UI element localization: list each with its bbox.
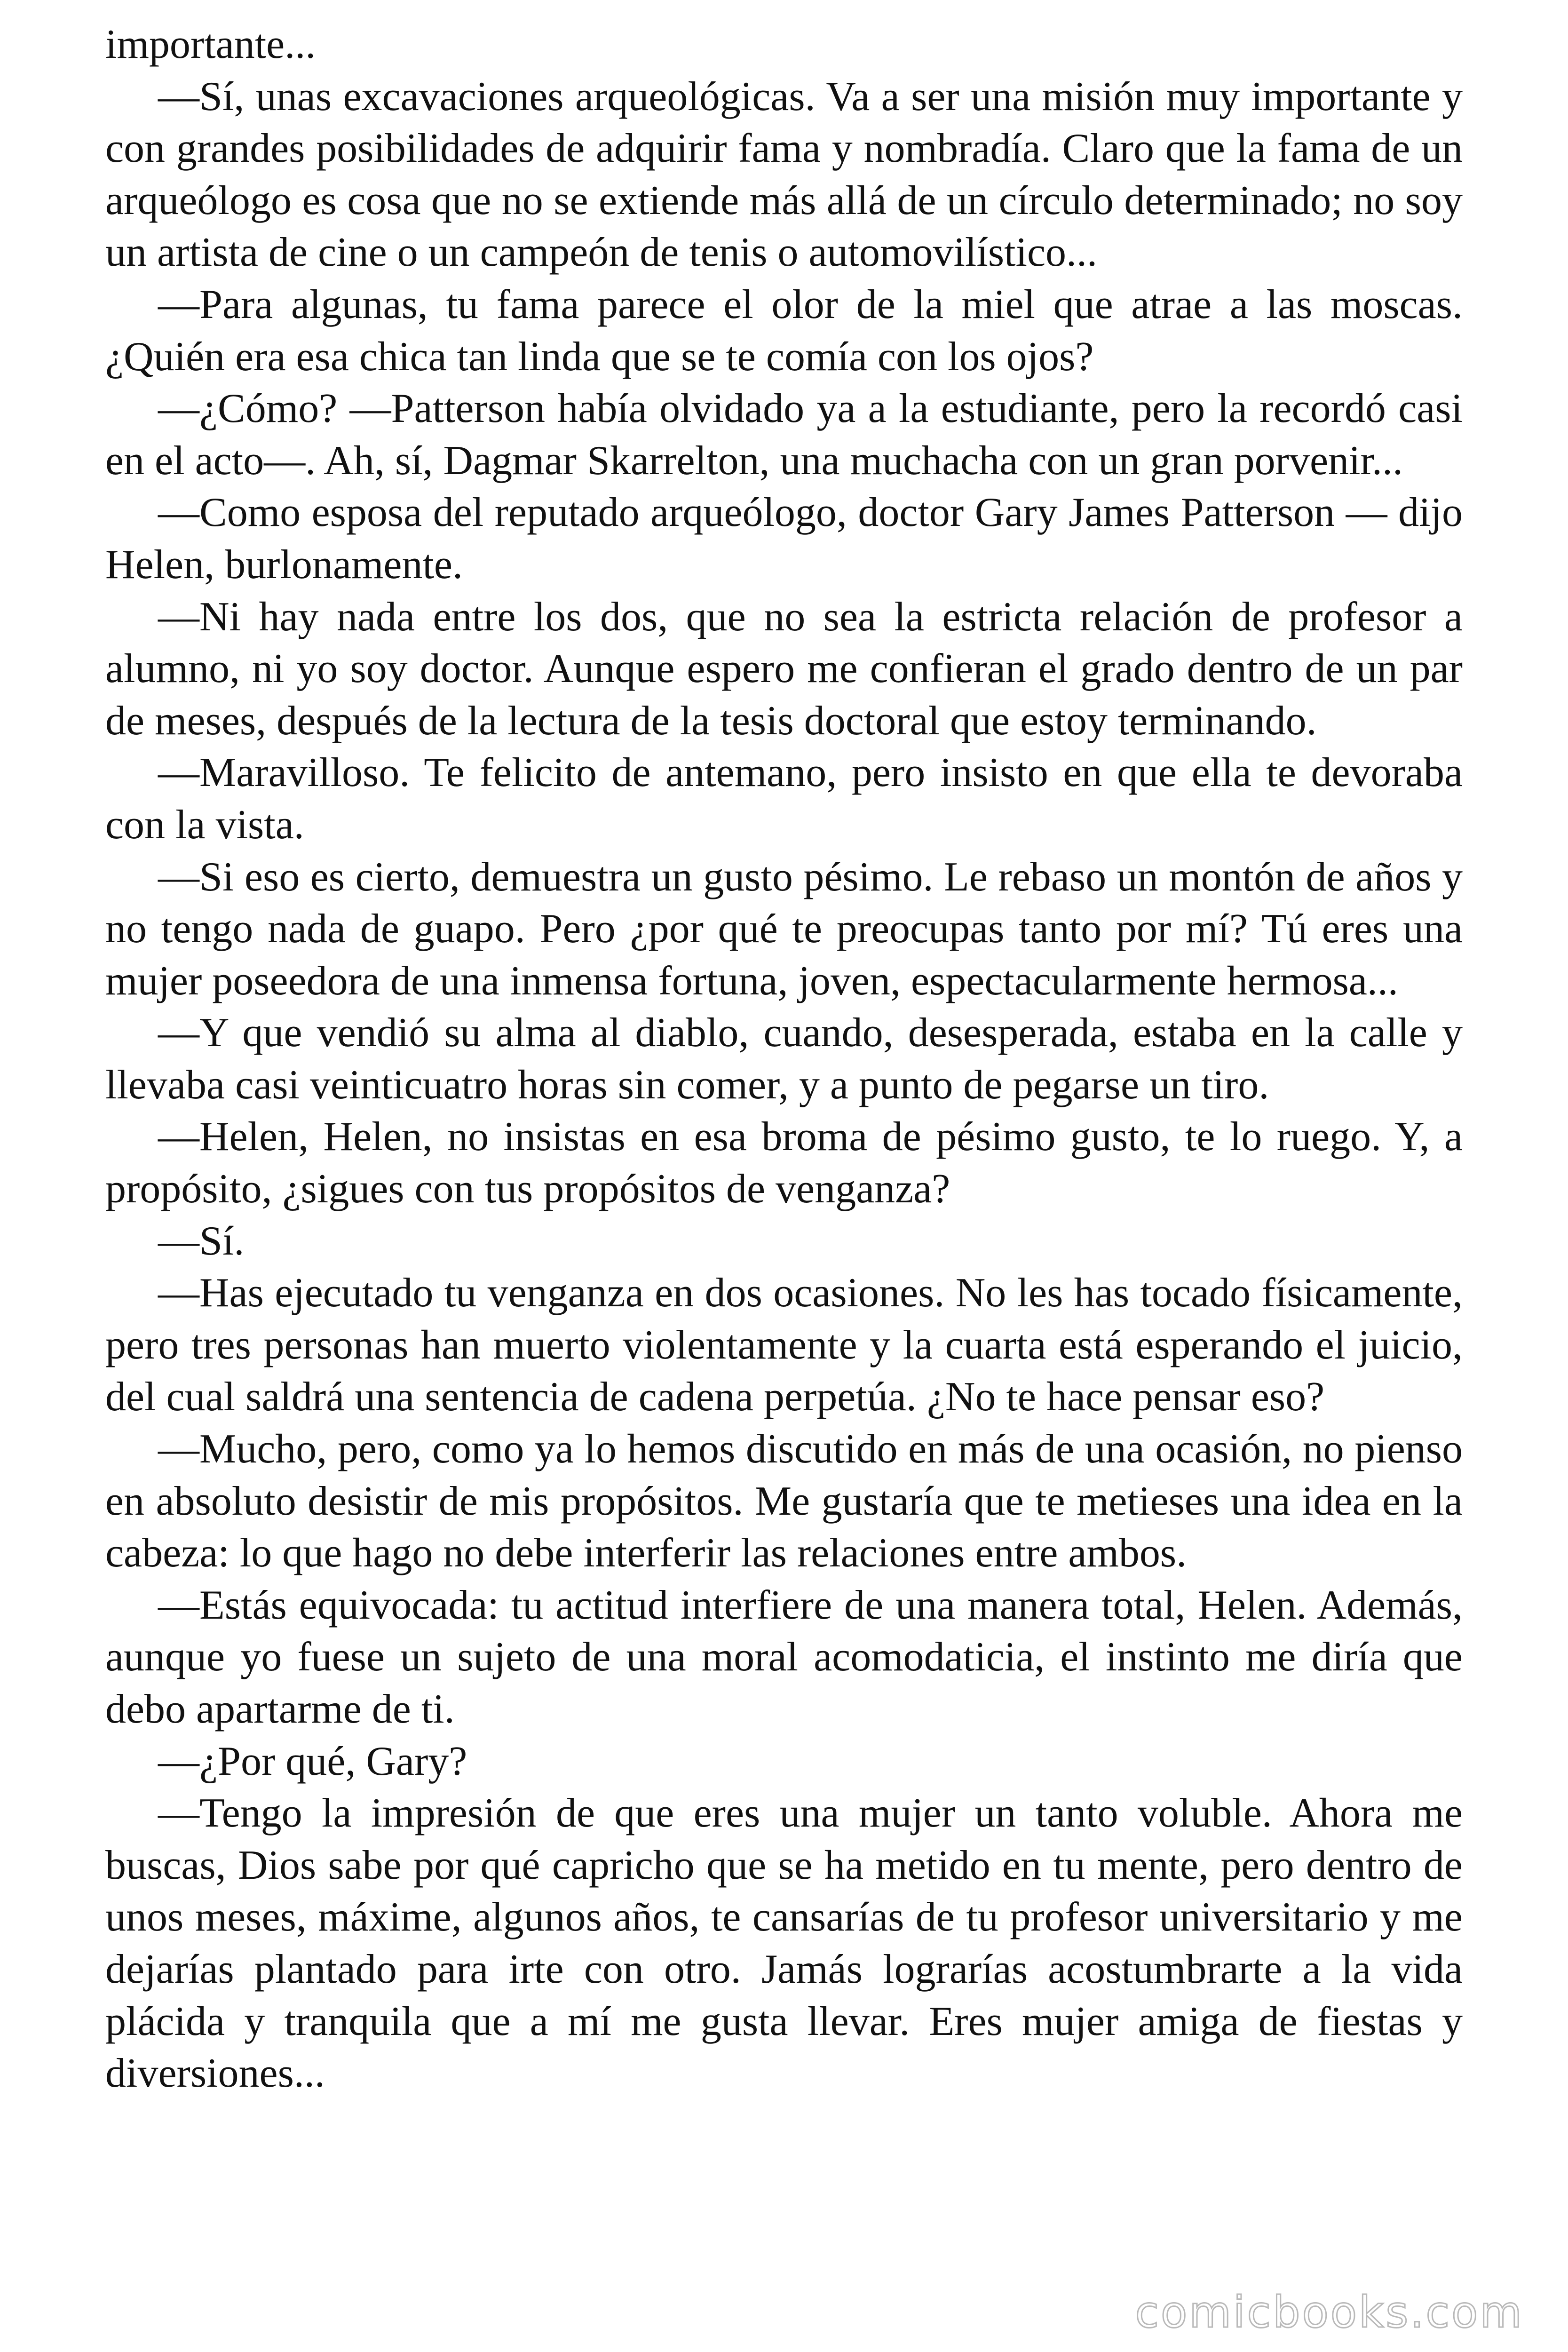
paragraph: —Si eso es cierto, demuestra un gusto pésimo. Le rebaso un montón de años y no tengo nada de guapo. Pero ¿por qué te preocupas tanto por mí? Tú eres una mujer poseedora de una inmensa fortuna, joven, espectacularmente hermosa... [105,854,1463,1004]
paragraph: —Como esposa del reputado arqueólogo, doctor Gary James Patterson — dijo Helen, burlonamente. [105,490,1463,588]
paragraph: —Sí. [158,1218,245,1264]
paragraph: —Ni hay nada entre los dos, que no sea la estricta relación de profesor a alumno, ni yo soy doctor. Aunque espero me confieran el grado dentro de un par de meses, después de la lectura de la tesis doctoral que estoy terminando. [105,594,1463,744]
paragraph: —Estás equivocada: tu actitud interfiere de una manera total, Helen. Además, aunque yo fuese un sujeto de una moral acomodaticia, el instinto me diría que debo apartarme de ti. [105,1582,1463,1732]
paragraph: —¿Por qué, Gary? [158,1738,467,1784]
paragraph: —Mucho, pero, como ya lo hemos discutido en más de una ocasión, no pienso en absoluto desistir de mis propósitos. Me gustaría que te metieses una idea en la cabeza: lo que hago no debe interferir las relaciones entre ambos. [105,1426,1463,1576]
paragraph: —Y que vendió su alma al diablo, cuando, desesperada, estaba en la calle y llevaba casi veinticuatro horas sin comer, y a punto de pegarse un tiro. [105,1010,1463,1108]
paragraph: —Has ejecutado tu venganza en dos ocasiones. No les has tocado físicamente, pero tres personas han muerto violentamente y la cuarta está esperando el juicio, del cual saldrá una sentencia de cadena perpetúa. ¿No te hace pensar eso? [105,1270,1463,1420]
paragraph: —¿Cómo? —Patterson había olvidado ya a la estudiante, pero la recordó casi en el acto—. Ah, sí, Dagmar Skarrelton, una muchacha con un gran porvenir... [105,386,1463,484]
book-page [105,19,1463,2296]
paragraph: —Maravilloso. Te felicito de antemano, pero insisto en que ella te devoraba con la vista. [105,750,1463,848]
paragraph: —Para algunas, tu fama parece el olor de la miel que atrae a las moscas. ¿Quién era esa chica tan linda que se te comía con los ojos? [105,281,1463,380]
watermark: comicbooks.com [1135,2287,1524,2337]
paragraph: —Helen, Helen, no insistas en esa broma de pésimo gusto, te lo ruego. Y, a propósito, ¿sigues con tus propósitos de venganza? [105,1114,1463,1212]
paragraph: —Sí, unas excavaciones arqueológicas. Va a ser una misión muy importante y con grandes posibilidades de adquirir fama y nombradía. Claro que la fama de un arqueólogo es cosa que no se extiende más allá de un círculo determinado; no soy un artista de cine o un campeón de tenis o automovilístico... [105,73,1463,276]
paragraph: —Tengo la impresión de que eres una mujer un tanto voluble. Ahora me buscas, Dios sabe por qué capricho que se ha metido en tu mente, pero dentro de unos meses, máxime, algunos años, te cansarías de tu profesor universitario y me dejarías plantado para irte con otro. Jamás lograrías acostumbrarte a la vida plácida y tranquila que a mí me gusta llevar. Eres mujer amiga de fiestas y diversiones... [105,1790,1463,2097]
paragraph-continuation: importante... [105,22,316,67]
